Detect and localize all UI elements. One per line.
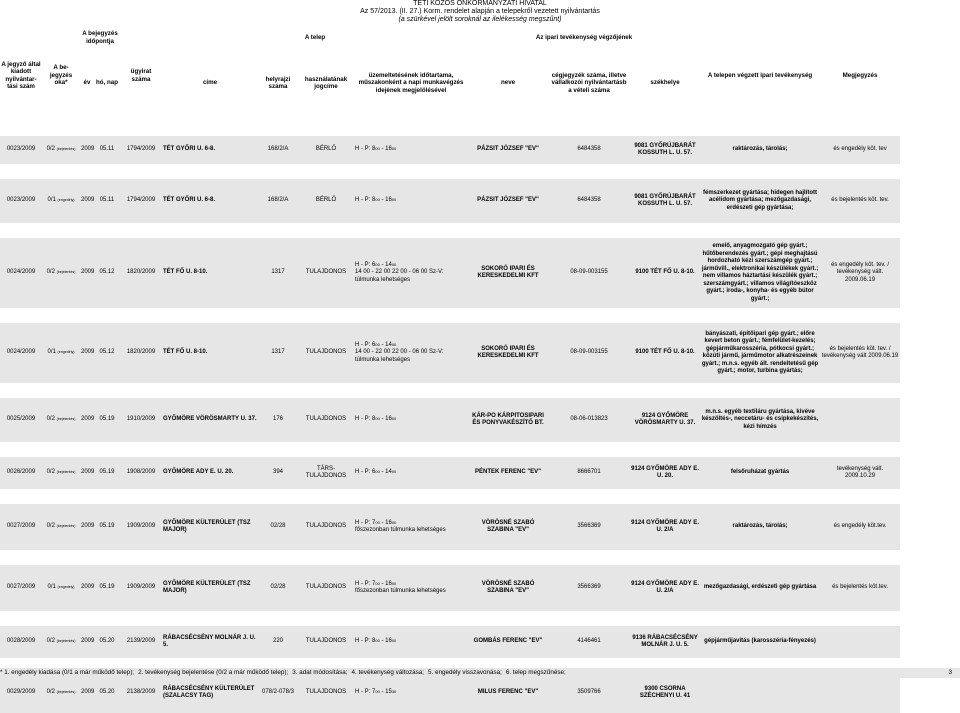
cell-registry-number: 0024/2009 <box>0 238 42 308</box>
cell-entry-reason <box>42 673 80 713</box>
cell-activity: felsőruházat gyártás <box>700 457 820 489</box>
cell-company-reg: 3566369 <box>548 504 630 550</box>
cell-notes <box>820 398 900 442</box>
cell-address: GYŐMÖRE KÜLTERÜLET (TSZ MAJOR) <box>162 504 258 550</box>
hours-end-min: 00 <box>391 146 397 152</box>
hours-start-min: 00 <box>375 416 380 422</box>
hours-extra: 14 00 - 22 00 22 00 - 06 00 Sz-V: túlmunka lehetséges <box>355 349 444 363</box>
col-year: év <box>80 45 94 121</box>
cell-file-number: 1794/2009 <box>120 136 162 164</box>
cell-file-number: 1820/2009 <box>120 238 162 308</box>
cell-registry-number: 0023/2009 <box>0 179 42 223</box>
hours-end: - 16 <box>379 580 392 587</box>
cell-entry-reason <box>42 457 80 489</box>
hours-start: H - P: 8 <box>355 416 376 423</box>
cell-parcel: 1317 <box>258 238 298 308</box>
cell-month-day: 05.20 <box>94 673 120 713</box>
cell-year: 2009 <box>80 323 94 383</box>
hours-start: H - P: 7 <box>355 580 376 587</box>
cell-address: GYŐMÖRE ADY E. U. 20. <box>162 457 258 489</box>
entry-reason-label: (bejelentés) <box>56 524 76 529</box>
hours-start-min: 00 <box>375 580 380 586</box>
cell-registry-number: 0024/2009 <box>0 323 42 383</box>
col-parcel: helyrajzi száma <box>258 45 298 121</box>
table-row <box>0 398 960 442</box>
hours-start: H - P: 8 <box>355 197 376 204</box>
cell-parcel: 176 <box>258 398 298 442</box>
cell-seat: 9136 RÁBACSÉCSÉNY MOLNÁR J. U. 5. <box>630 626 700 658</box>
hours-start-min: 00 <box>375 519 380 525</box>
footnote-item: * 1. engedély kiadása (0/1 a már működő telep); <box>0 669 135 676</box>
cell-month-day: 05.12 <box>94 323 120 383</box>
col-entry-reason: A be-jegyzés oka* <box>42 30 80 121</box>
cell-year: 2009 <box>80 565 94 611</box>
cell-address: RÁBACSÉCSÉNY KÜLTERÜLET (SZALACSY TAG) <box>162 673 258 713</box>
cell-company-reg: 8666701 <box>548 457 630 489</box>
hours-start: H - P: 7 <box>355 689 376 696</box>
cell-legal-title: TULAJDONOS <box>298 398 354 442</box>
grey-note: (a szürkével jelölt soroknál az ilelékesség megszűnt) <box>398 16 562 23</box>
cell-operating-hours <box>354 136 468 164</box>
hours-start: H - P: 6 <box>355 341 376 348</box>
entry-reason-code: 0/2 <box>46 638 55 645</box>
table-row <box>0 238 960 308</box>
hours-end: - 16 <box>379 197 392 204</box>
cell-registry-number: 0026/2009 <box>0 457 42 489</box>
cell-seat: 9124 GYŐMÖRE ADY E. U. 20. <box>630 457 700 489</box>
table-row <box>0 565 960 611</box>
entry-reason-code: 0/2 <box>46 146 55 153</box>
entry-reason-label: (engedély) <box>57 585 75 590</box>
table-row <box>0 504 960 550</box>
hours-end-min: 00 <box>391 261 397 267</box>
cell-year: 2009 <box>80 504 94 550</box>
cell-company-reg: 3566369 <box>548 565 630 611</box>
footnote-item: 2. tevékenység bejelentése (0/2 a már működő telep); <box>138 669 289 676</box>
cell-operator-name: MILUS FERENC "EV" <box>468 673 548 713</box>
cell-notes: és engedély köt.tev. <box>820 504 900 550</box>
hours-start: H - P: 8 <box>355 638 376 645</box>
cell-activity: m.n.s. egyéb textiláru gyártása, kivéve készöltés-, neccetáru- és csipkekészítés, kézi hímzés <box>700 398 820 442</box>
cell-month-day: 05.19 <box>94 504 120 550</box>
table-row <box>0 179 960 223</box>
cell-operator-name: PÁZSIT JÓZSEF "EV" <box>468 179 548 223</box>
cell-operating-hours <box>354 238 468 308</box>
cell-seat: 9100 TÉT FŐ U. 8-10. <box>630 238 700 308</box>
cell-entry-reason <box>42 565 80 611</box>
cell-file-number: 1910/2009 <box>120 398 162 442</box>
cell-notes: és bejelentés köt. tev. / tevékenység vált 2009.06.19 <box>820 323 900 383</box>
col-legal-title: használatának jogcíme <box>298 45 354 121</box>
cell-legal-title: TULAJDONOS <box>298 626 354 658</box>
cell-month-day: 05.19 <box>94 565 120 611</box>
cell-file-number: 2138/2009 <box>120 673 162 713</box>
table-row <box>0 136 960 164</box>
hours-start: H - P: 6 <box>355 469 376 476</box>
hours-end: - 14 <box>379 469 392 476</box>
cell-year: 2009 <box>80 238 94 308</box>
cell-parcel: 220 <box>258 626 298 658</box>
entry-reason-label: (engedély) <box>57 350 75 355</box>
cell-registry-number: 0027/2009 <box>0 565 42 611</box>
hours-start-min: 00 <box>375 469 380 475</box>
cell-registry-number: 0027/2009 <box>0 504 42 550</box>
office-name: TÉTI KÖZÖS ÖNKORMÁNYZATI HIVATAL <box>413 0 547 7</box>
entry-reason-code: 0/2 <box>46 523 55 530</box>
cell-seat: 9124 GYŐMÖRE VÖRÖSMARTY U. 37. <box>630 398 700 442</box>
cell-activity: raktározás, tárolás; <box>700 136 820 164</box>
hours-end: - 14 <box>379 341 392 348</box>
cell-year: 2009 <box>80 136 94 164</box>
table-row <box>0 323 960 383</box>
cell-year: 2009 <box>80 457 94 489</box>
cell-parcel: 1317 <box>258 323 298 383</box>
cell-operating-hours <box>354 457 468 489</box>
cell-operator-name: GOMBÁS FERENC "EV" <box>468 626 548 658</box>
cell-seat: 9081 GYŐRÚJBARÁT KOSSUTH L. U. 57. <box>630 179 700 223</box>
register-table <box>0 30 960 713</box>
cell-entry-reason <box>42 238 80 308</box>
cell-activity: bányászati, építőipari gép gyárt.; előre kevert beton gyárt.; fémfelület-kezelés; gépjárműkarosszéria, pótkocsi gyárt.; közúti jármű, járműmotor alkatrészeinek gyárt.; m.n.s. egyéb ált. rendeltetésű gép gyárt.; motor, turbina gyártás; <box>700 323 820 383</box>
hours-end: - 14 <box>379 261 392 268</box>
cell-parcel: 168/2/A <box>258 179 298 223</box>
cell-company-reg: 4146461 <box>548 626 630 658</box>
hours-start-min: 00 <box>375 341 380 347</box>
cell-year: 2009 <box>80 626 94 658</box>
table-row <box>0 457 960 489</box>
cell-seat: 9100 TÉT FŐ U. 8-10. <box>630 323 700 383</box>
hours-end-min: 00 <box>391 341 397 347</box>
footnote-item: 4. tevékenység változása; <box>351 669 425 676</box>
cell-registry-number: 0023/2009 <box>0 136 42 164</box>
cell-month-day: 05.19 <box>94 398 120 442</box>
cell-year: 2009 <box>80 673 94 713</box>
cell-entry-reason <box>42 626 80 658</box>
entry-reason-code: 0/2 <box>46 469 55 476</box>
cell-address: TÉT GYŐRI U. 6-8. <box>162 179 258 223</box>
cell-legal-title: TULAJDONOS <box>298 238 354 308</box>
cell-activity: emelő, anyagmozgató gép gyárt.; hűtőberendezés gyárt.; gépi meghajtású hordozható kézi szerszámgép gyárt.; járművill., elektronikai készülékek gyárt.; nem villamos háztartási készülék gyárt.; szerszámgyárt.; villamos világítóeszköz gyárt.; iroda-, konyha- és egyéb bútor gyárt.; <box>700 238 820 308</box>
cell-company-reg: 6484358 <box>548 136 630 164</box>
col-month-day: hó, nap <box>94 45 120 121</box>
col-operator-group: Az ipari tevékenység végzőjének <box>468 30 700 45</box>
cell-notes: tevékenység vált. 2009.10.29 <box>820 457 900 489</box>
cell-operator-name: PÉNTEK FERENC "EV" <box>468 457 548 489</box>
cell-month-day: 05.11 <box>94 136 120 164</box>
hours-start: H - P: 6 <box>355 261 376 268</box>
hours-end: - 16 <box>379 638 392 645</box>
hours-extra: 14 00 - 22 00 22 00 - 06 00 Sz-V: túlmunka lehetséges <box>355 269 444 283</box>
cell-registry-number: 0028/2009 <box>0 626 42 658</box>
cell-activity: gépjárműjavítás (karosszéria-fényezés) <box>700 626 820 658</box>
col-site-group: A telep <box>162 30 468 45</box>
cell-registry-number: 0025/2009 <box>0 398 42 442</box>
register-rows <box>0 121 960 713</box>
cell-operating-hours <box>354 626 468 658</box>
cell-month-day: 05.12 <box>94 238 120 308</box>
cell-company-reg: 08-09-003155 <box>548 323 630 383</box>
cell-file-number: 1820/2009 <box>120 323 162 383</box>
entry-reason-label: (bejelentés) <box>56 470 76 475</box>
cell-parcel: 394 <box>258 457 298 489</box>
cell-parcel: 02/28 <box>258 504 298 550</box>
cell-operator-name: VÖRÖSNÉ SZABÓ SZABINA "EV" <box>468 504 548 550</box>
cell-month-day: 05.11 <box>94 179 120 223</box>
cell-legal-title: TÁRS-TULAJDONOS <box>298 457 354 489</box>
col-operating-hours: üzemeltetésének időtartama, műszakonként a napi munkavégzés idejének megjelölésével <box>354 45 468 121</box>
cell-legal-title: TULAJDONOS <box>298 504 354 550</box>
hours-start-min: 00 <box>375 638 380 644</box>
cell-seat: 9081 GYŐRÚJBARÁT KOSSUTH L. U. 57. <box>630 136 700 164</box>
col-seat: székhelye <box>630 45 700 121</box>
col-file-number: ügyirat száma <box>120 30 162 121</box>
cell-address: RÁBACSÉCSÉNY MOLNÁR J. U. 5. <box>162 626 258 658</box>
page-number: 3 <box>948 669 952 676</box>
hours-start-min: 00 <box>375 261 380 267</box>
entry-reason-label: (bejelentés) <box>56 639 76 644</box>
cell-operating-hours <box>354 179 468 223</box>
cell-operator-name: PÁZSIT JÓZSEF "EV" <box>468 136 548 164</box>
hours-end: - 16 <box>379 146 392 153</box>
entry-reason-code: 0/2 <box>46 269 55 276</box>
cell-address: GYŐMÖRE KÜLTERÜLET (TSZ MAJOR) <box>162 565 258 611</box>
cell-legal-title: TULAJDONOS <box>298 323 354 383</box>
hours-start: H - P: 8 <box>355 146 376 153</box>
hours-end-min: 00 <box>391 416 397 422</box>
cell-month-day: 05.20 <box>94 626 120 658</box>
col-operator-name: neve <box>468 45 548 121</box>
hours-start-min: 00 <box>375 197 380 203</box>
cell-notes: és bejelentés köt.tev. <box>820 565 900 611</box>
document-header <box>0 0 960 24</box>
cell-legal-title: TULAJDONOS <box>298 565 354 611</box>
col-address: címe <box>162 45 258 121</box>
cell-entry-reason <box>42 398 80 442</box>
cell-activity: raktározás, tárolás; <box>700 504 820 550</box>
hours-end-min: 00 <box>391 519 397 525</box>
cell-registry-number: 0029/2009 <box>0 673 42 713</box>
footnote <box>0 668 960 678</box>
entry-reason-label: (bejelentés) <box>56 690 76 695</box>
cell-address: TÉT FŐ U. 8-10. <box>162 238 258 308</box>
cell-file-number: 1908/2009 <box>120 457 162 489</box>
hours-extra: főszezonban túlmunka lehetséges <box>355 527 446 533</box>
hours-end-min: 00 <box>391 197 397 203</box>
entry-reason-code: 0/1 <box>47 349 56 356</box>
cell-company-reg: 6484358 <box>548 179 630 223</box>
cell-operator-name: SOKORÓ IPARI ÉS KERESKEDELMI KFT <box>468 238 548 308</box>
cell-parcel: 168/2/A <box>258 136 298 164</box>
hours-extra: főszezonban túlmunka lehetséges <box>355 588 446 594</box>
cell-entry-reason <box>42 323 80 383</box>
cell-seat: 9124 GYŐMÖRE ADY E. U. 2/A <box>630 565 700 611</box>
hours-end-min: 00 <box>391 580 397 586</box>
cell-address: TÉT FŐ U. 8-10. <box>162 323 258 383</box>
col-company-reg: cégjegyzék száma, illetve vállalkozói nyilvántartásb a vételi száma <box>548 45 630 121</box>
entry-reason-label: (bejelentés) <box>56 147 76 152</box>
hours-end: - 15 <box>379 689 392 696</box>
cell-notes: és engedély köt. tev. / tevékenység vált. 2009.06.19 <box>820 238 900 308</box>
cell-company-reg: 08-09-003155 <box>548 238 630 308</box>
hours-end-min: 00 <box>391 469 397 475</box>
cell-operating-hours <box>354 673 468 713</box>
cell-company-reg: 08-06-013823 <box>548 398 630 442</box>
cell-operating-hours <box>354 504 468 550</box>
cell-notes: és engedély köt. tev <box>820 136 900 164</box>
cell-address: GYŐMÖRE VÖRÖSMARTY U. 37. <box>162 398 258 442</box>
cell-file-number: 1909/2009 <box>120 504 162 550</box>
entry-reason-code: 0/2 <box>46 689 55 696</box>
entry-reason-code: 0/1 <box>47 584 56 591</box>
hours-start-min: 00 <box>375 146 380 152</box>
entry-reason-label: (bejelentés) <box>56 417 76 422</box>
cell-file-number: 2139/2009 <box>120 626 162 658</box>
hours-start: H - P: 7 <box>355 519 376 526</box>
cell-operator-name: KÁR-PO KÁRPITOSIPARI ÉS PONYVAKÉSZÍTŐ BT. <box>468 398 548 442</box>
cell-file-number: 1909/2009 <box>120 565 162 611</box>
cell-operating-hours <box>354 323 468 383</box>
hours-end-min: 00 <box>391 638 397 644</box>
cell-activity: fémszerkezet gyártása; hidegen hajlított acélidom gyártása; mezőgazdasági, erdészeti gép gyártása; <box>700 179 820 223</box>
table-row <box>0 673 960 713</box>
hours-end: - 16 <box>379 519 392 526</box>
cell-file-number: 1794/2009 <box>120 179 162 223</box>
cell-entry-reason <box>42 136 80 164</box>
cell-address: TÉT GYŐRI U. 6-8. <box>162 136 258 164</box>
cell-legal-title: BÉRLŐ <box>298 136 354 164</box>
cell-seat: 9300 CSORNA SZÉCHENYI U. 41 <box>630 673 700 713</box>
cell-operator-name: SOKORÓ IPARI ÉS KERESKEDELMI KFT <box>468 323 548 383</box>
col-activity: A telepen végzett ipari tevékenység <box>700 30 820 121</box>
cell-activity <box>700 673 820 713</box>
cell-seat: 9124 GYŐMÖRE ADY E. U. 2/A <box>630 504 700 550</box>
cell-year: 2009 <box>80 179 94 223</box>
hours-end: - 16 <box>379 416 392 423</box>
cell-operating-hours <box>354 398 468 442</box>
cell-notes <box>820 673 900 713</box>
entry-reason-label: (bejelentés) <box>56 270 76 275</box>
cell-company-reg: 3509766 <box>548 673 630 713</box>
cell-year: 2009 <box>80 398 94 442</box>
col-registry-number: A jegyző által kiadott nyilvántar-tási szám <box>0 30 42 121</box>
cell-notes <box>820 626 900 658</box>
col-notes: Megjegyzés <box>820 30 900 121</box>
table-row <box>0 626 960 658</box>
cell-month-day: 05.19 <box>94 457 120 489</box>
entry-reason-label: (engedély) <box>57 198 75 203</box>
cell-notes: és bejelentés köt. tev. <box>820 179 900 223</box>
hours-end-min: 30 <box>391 689 397 695</box>
footnote-item: 3. adat módosítása; <box>292 669 348 676</box>
cell-legal-title: TULAJDONOS <box>298 673 354 713</box>
cell-activity: mezőgazdasági, erdészeti gép gyártása <box>700 565 820 611</box>
cell-operator-name: VÖRÖSNÉ SZABÓ SZABINA "EV" <box>468 565 548 611</box>
footnote-item: 5. engedély visszavonása; <box>428 669 502 676</box>
footnote-item: 6. telep megszűnése; <box>505 669 566 676</box>
cell-entry-reason <box>42 179 80 223</box>
cell-legal-title: BÉRLŐ <box>298 179 354 223</box>
col-entry-time: A bejegyzés időpontja <box>80 30 120 45</box>
cell-parcel: 02/28 <box>258 565 298 611</box>
hours-start-min: 00 <box>375 689 380 695</box>
cell-entry-reason <box>42 504 80 550</box>
cell-operating-hours <box>354 565 468 611</box>
entry-reason-code: 0/2 <box>46 416 55 423</box>
regulation-line: Az 57/2013. (II. 27.) Korm. rendelet alapján a telepekről vezetett nyilvántartás <box>360 8 600 15</box>
entry-reason-code: 0/1 <box>47 197 56 204</box>
cell-parcel: 078/2-078/3 <box>258 673 298 713</box>
